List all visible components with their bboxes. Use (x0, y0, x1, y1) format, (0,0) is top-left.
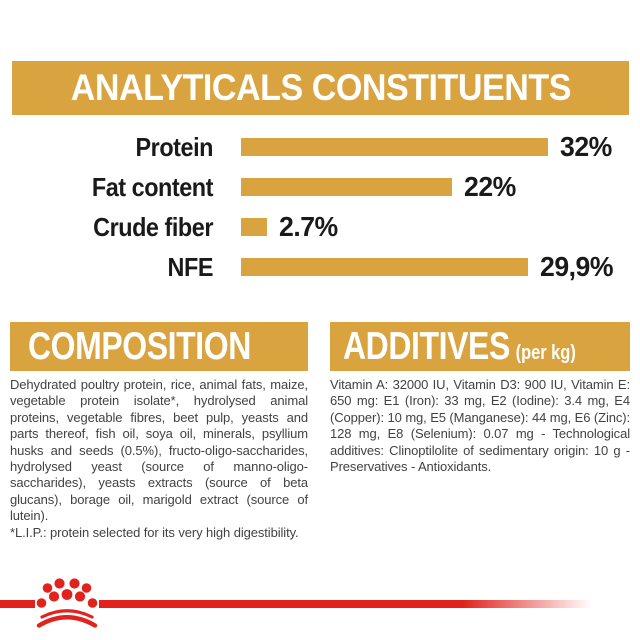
composition-header-bar (10, 322, 308, 371)
chart-category-label: Fat content (91, 171, 213, 202)
chart-bar (241, 138, 548, 156)
composition-title: COMPOSITION (28, 324, 251, 368)
chart-row (0, 167, 640, 207)
composition-body-block (10, 377, 308, 541)
chart-bar (241, 258, 528, 276)
composition-title-wrap (28, 325, 251, 369)
additives-title-wrap (343, 325, 576, 369)
chart-category-label: Crude fiber (93, 211, 213, 242)
additives-per-kg-label: (per kg) (515, 341, 576, 364)
royal-canin-crown-logo (35, 577, 99, 633)
chart-bar (241, 218, 267, 236)
chart-value-label: 29,9% (540, 251, 614, 282)
chart-bar (241, 178, 452, 196)
additives-title: ADDITIVES (343, 324, 510, 368)
analyticals-title: ANALYTICALS CONSTITUENTS (70, 67, 571, 108)
chart-value-label: 22% (464, 171, 516, 202)
chart-row (0, 207, 640, 247)
chart-value-label: 2.7% (279, 211, 338, 242)
lip-note: *L.I.P.: protein selected for its very high digestibility. (10, 524, 299, 540)
composition-body: Dehydrated poultry protein, rice, animal fats, maize, vegetable protein isolate*, hydrolysed animal proteins, vegetable fibres, beet pulp, yeasts and parts thereof, fish oil, soya oil, minerals, psyllium husks and seeds (0.5%), fructo-oligo-saccharides, hydrolysed yeast (source of manno-oligo-saccharides), yeasts extracts (source of beta glucans), borage oil, marigold extract (source of lutein). (10, 377, 308, 524)
chart-category-label: NFE (167, 251, 213, 282)
chart-row (0, 127, 640, 167)
analyticals-header-bar (12, 61, 629, 115)
additives-body: Vitamin A: 32000 IU, Vitamin D3: 900 IU, Vitamin E: 650 mg: E1 (Iron): 33 mg, E2 (Iodine): 3.4 mg, E4 (Copper): 10 mg, E5 (Manganese): 44 mg, E6 (Zinc): 128 mg, E8 (Selenium): 0.07 mg - Technological additives: Clinoptilolite of sedimentary origin: 10 g - Preservatives - Antioxidants. (330, 377, 630, 475)
crown-icon (35, 577, 99, 633)
additives-body-block (330, 377, 630, 475)
chart-category-label: Protein (135, 131, 213, 162)
analyticals-bar-chart (0, 127, 640, 287)
chart-row (0, 247, 640, 287)
chart-value-label: 32% (560, 131, 612, 162)
additives-header-bar (330, 322, 630, 371)
